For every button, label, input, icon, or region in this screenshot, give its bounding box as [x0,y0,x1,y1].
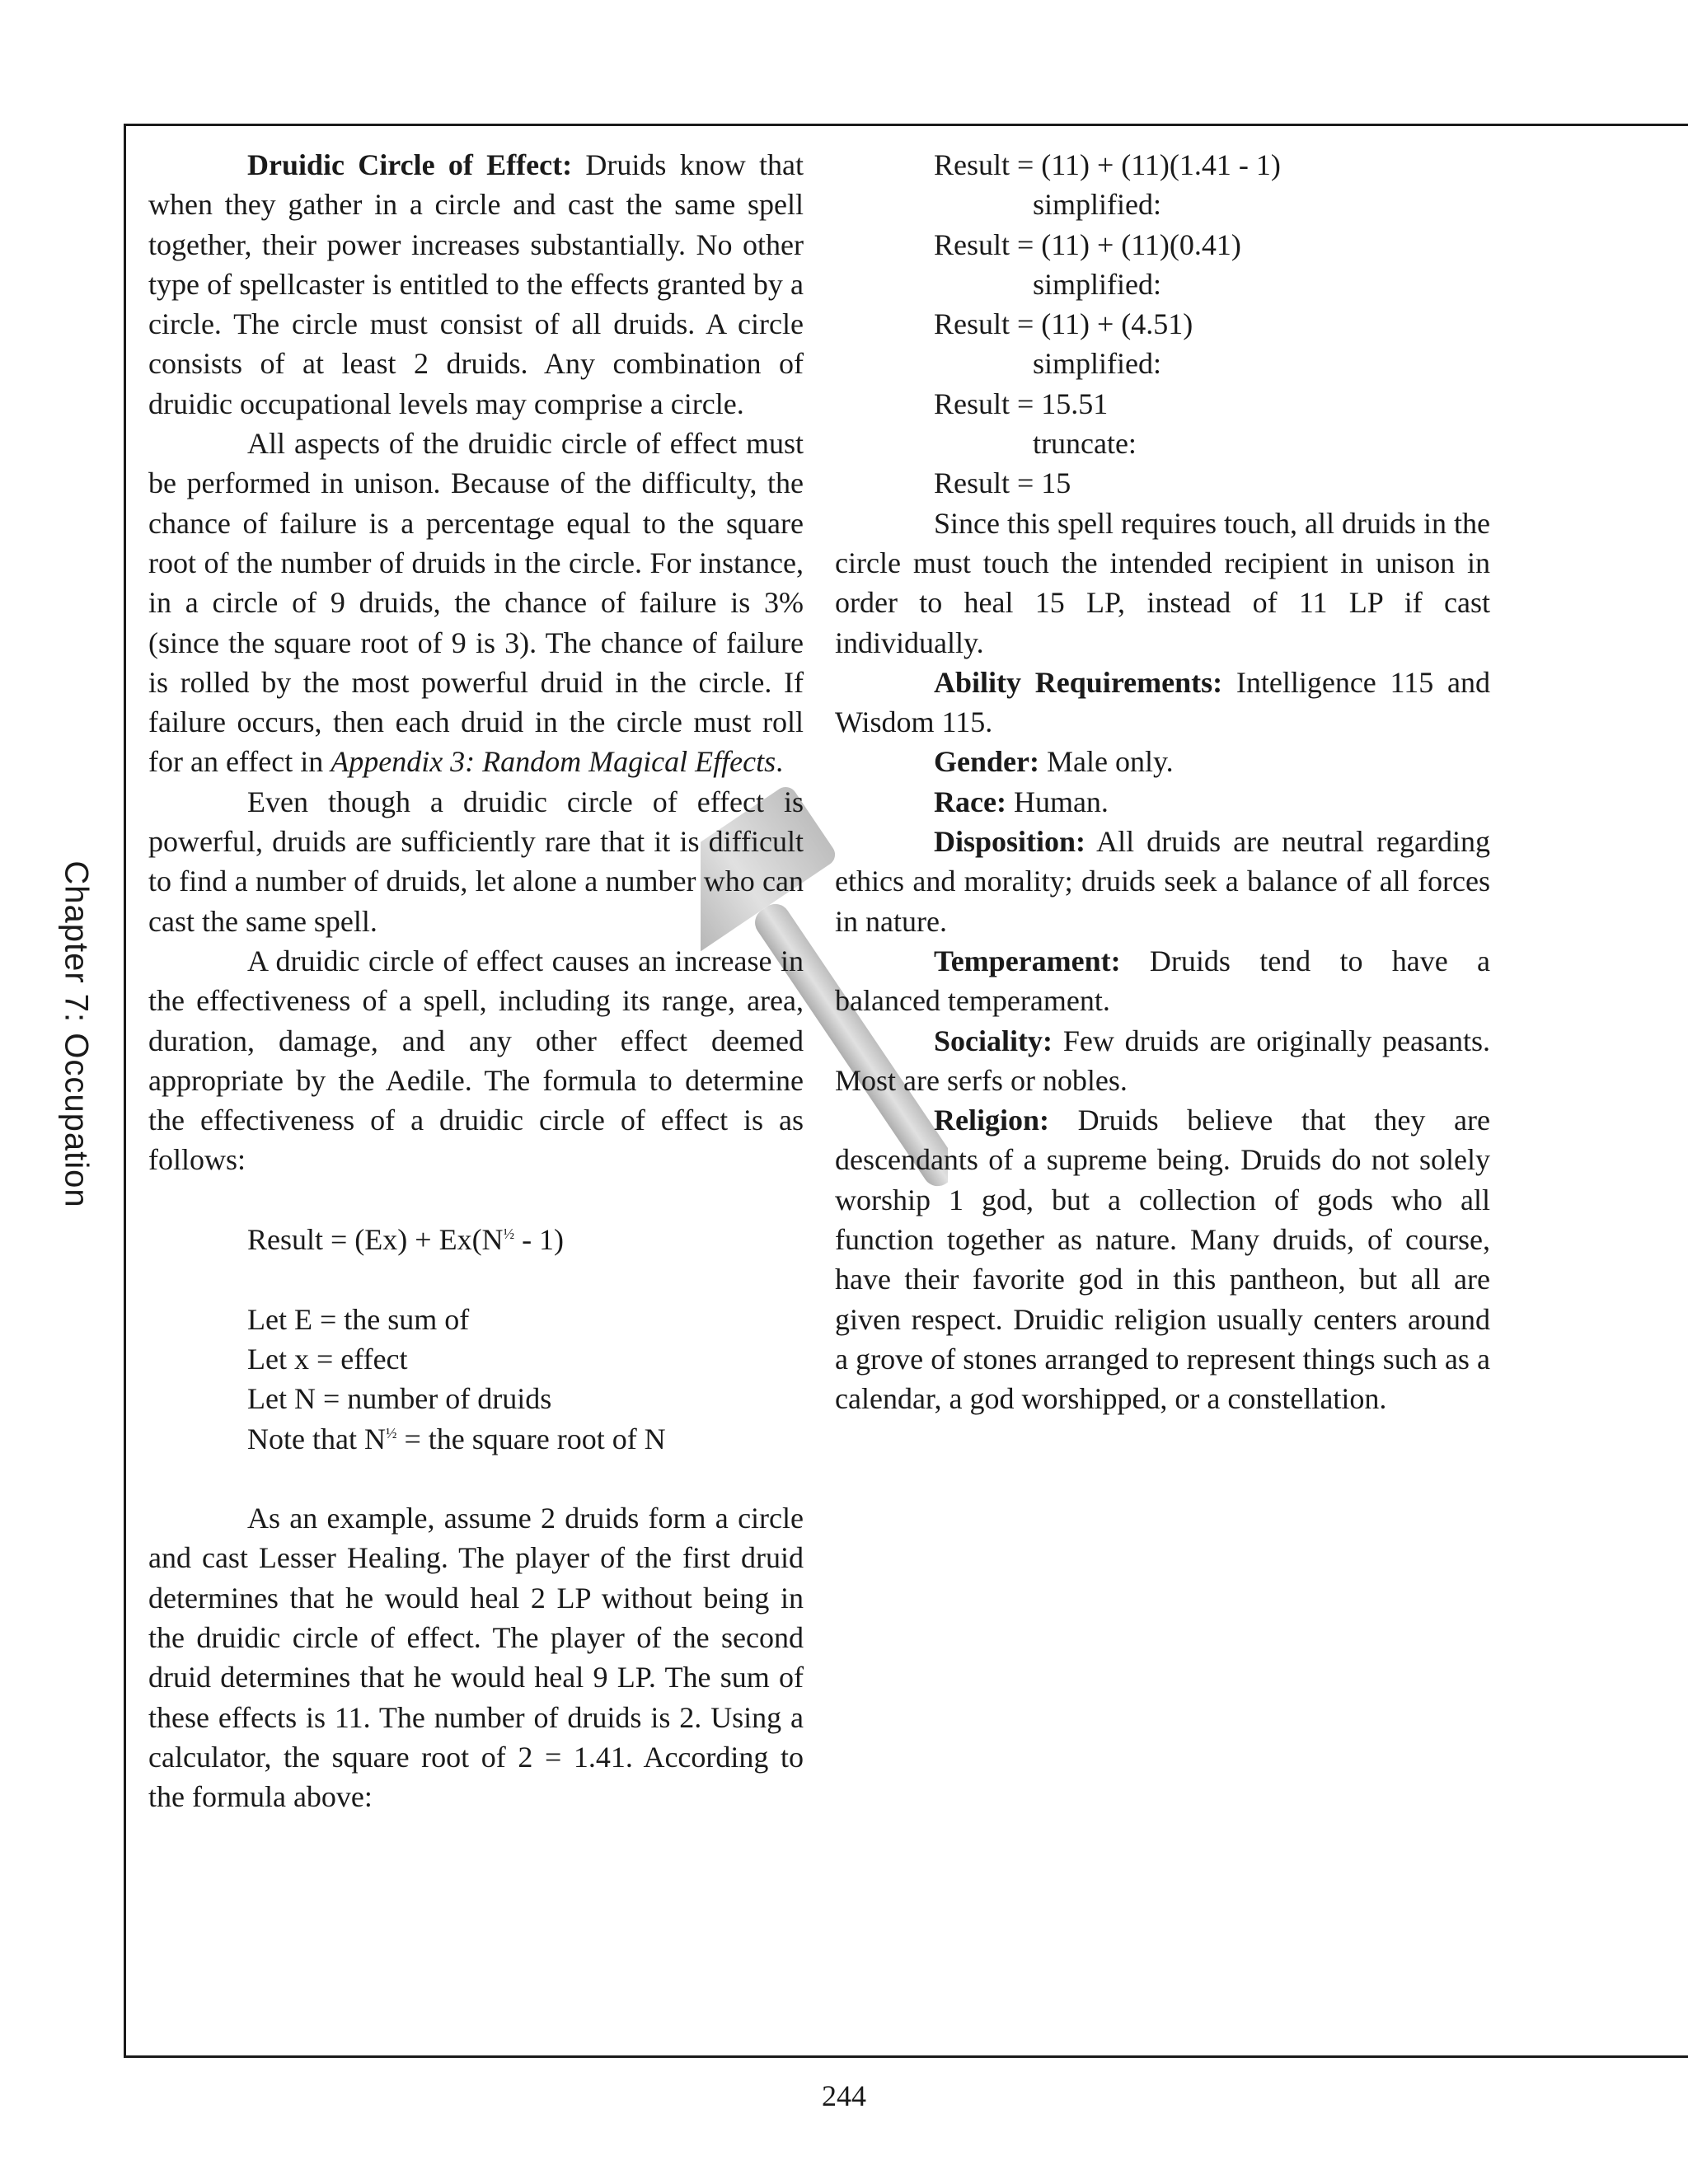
rarity-paragraph: Even though a druidic circle of effect is powerful, druids are sufficiently rare that it is difficult to find a number of druids, let alone a number who can cast the same spell. [148,785,804,938]
disposition: Disposition: All druids are neutral regarding ethics and morality; druids seek a balance of all forces in nature. [835,825,1490,938]
calc-step-label: simplified: [1033,188,1161,222]
formula-line: Result = $(Ex) + Ex(N^{\frac{1}{2}} - 1)$ [247,1223,565,1257]
calc-line: Result = 15.51 [934,387,1109,420]
failure-paragraph: All aspects of the druidic circle of effect must be performed in unison. Because of the difficulty, the chance of failure is a percentage equal to the square root of the number of druids in the circle. For instance, in a circle of 9 druids, the chance of failure is 3% (since the square root of 9 is 3). The chance of failure is rolled by the most powerful druid in the circle. If failure occurs, then each druid in the circle must roll for an effect in Appendix 3: Random Magical Effects. [148,427,804,779]
calc-step-label: simplified: [1033,347,1161,381]
temperament: Temperament: Druids tend to have a balanced temperament. [835,944,1490,1018]
circle-of-effect-paragraph: Druidic Circle of Effect: Druids know that when they gather in a circle and cast the same spell together, their power increases substantially. No other type of spellcaster is entitled to the effects granted by a circle. The circle must consist of all druids. A circle consists of at least 2 druids. Any combination of druidic occupational levels may comprise a circle. [148,148,804,420]
let-n-line: Let N = number of druids [247,1382,552,1416]
calc-step-label: truncate: [1033,427,1137,461]
circle-of-effect-heading: Druidic Circle of Effect: [247,148,573,181]
calc-step-label: simplified: [1033,267,1161,301]
effectiveness-paragraph: A druidic circle of effect causes an increase in the effectiveness of a spell, including its range, area, duration, damage, and any other effect deemed appropriate by the Aedile. The formula to determine the effectiveness of a druidic circle of effect is as follows: [148,944,804,1177]
let-e-line: Let E = the sum of [247,1302,470,1336]
calc-line: Result = (11) + (11)(1.41 - 1) [934,148,1281,181]
calc-line: Result = (11) + (11)(0.41) [934,227,1241,261]
appendix-reference: Appendix 3: Random Magical Effects [331,745,776,779]
religion: Religion: Druids believe that they are descendants of a supreme being. Druids do not solely worship 1 god, but a collection of gods who all function together as nature. Many druids, of course, have their favorite god in this pantheon, but all are given respect. Druidic religion usually centers around a grove of stones arranged to represent things such as a calendar, a god worshipped, or a constellation. [835,1104,1490,1416]
left-column [148,145,804,1816]
touch-paragraph: Since this spell requires touch, all druids in the circle must touch the intended recipient in unison in order to heal 15 LP, instead of 11 LP if cast individually. [835,506,1490,659]
page-number: 244 [822,2079,866,2112]
race: Race: Human. [934,785,1109,818]
chapter-side-label: Chapter 7: Occupation [58,860,95,1208]
ability-requirements: Ability Requirements: Intelligence 115 and Wisdom 115. [835,665,1490,739]
gender: Gender: Male only. [934,745,1174,779]
calc-line: Result = 15 [934,466,1071,500]
let-x-line: Let x = effect [247,1342,408,1376]
page-frame-left [124,124,126,2058]
calc-line: Result = (11) + (4.51) [934,307,1193,341]
example-paragraph: As an example, assume 2 druids form a circle and cast Lesser Healing. The player of the first druid determines that he would heal 2 LP without being in the druidic circle of effect. The player of the second druid determines that he would heal 9 LP. The sum of these effects is 11. The number of druids is 2. Using a calculator, the square root of 2 = 1.41. According to the formula above: [148,1502,804,1814]
sociality: Sociality: Few druids are originally peasants. Most are serfs or nobles. [835,1024,1490,1097]
page-frame-bottom [124,2055,1688,2058]
note-line: Note that $N^{\frac{1}{2}}$ = the square root of N [247,1422,666,1455]
right-column [835,145,1490,1419]
page-frame-top [124,124,1688,126]
